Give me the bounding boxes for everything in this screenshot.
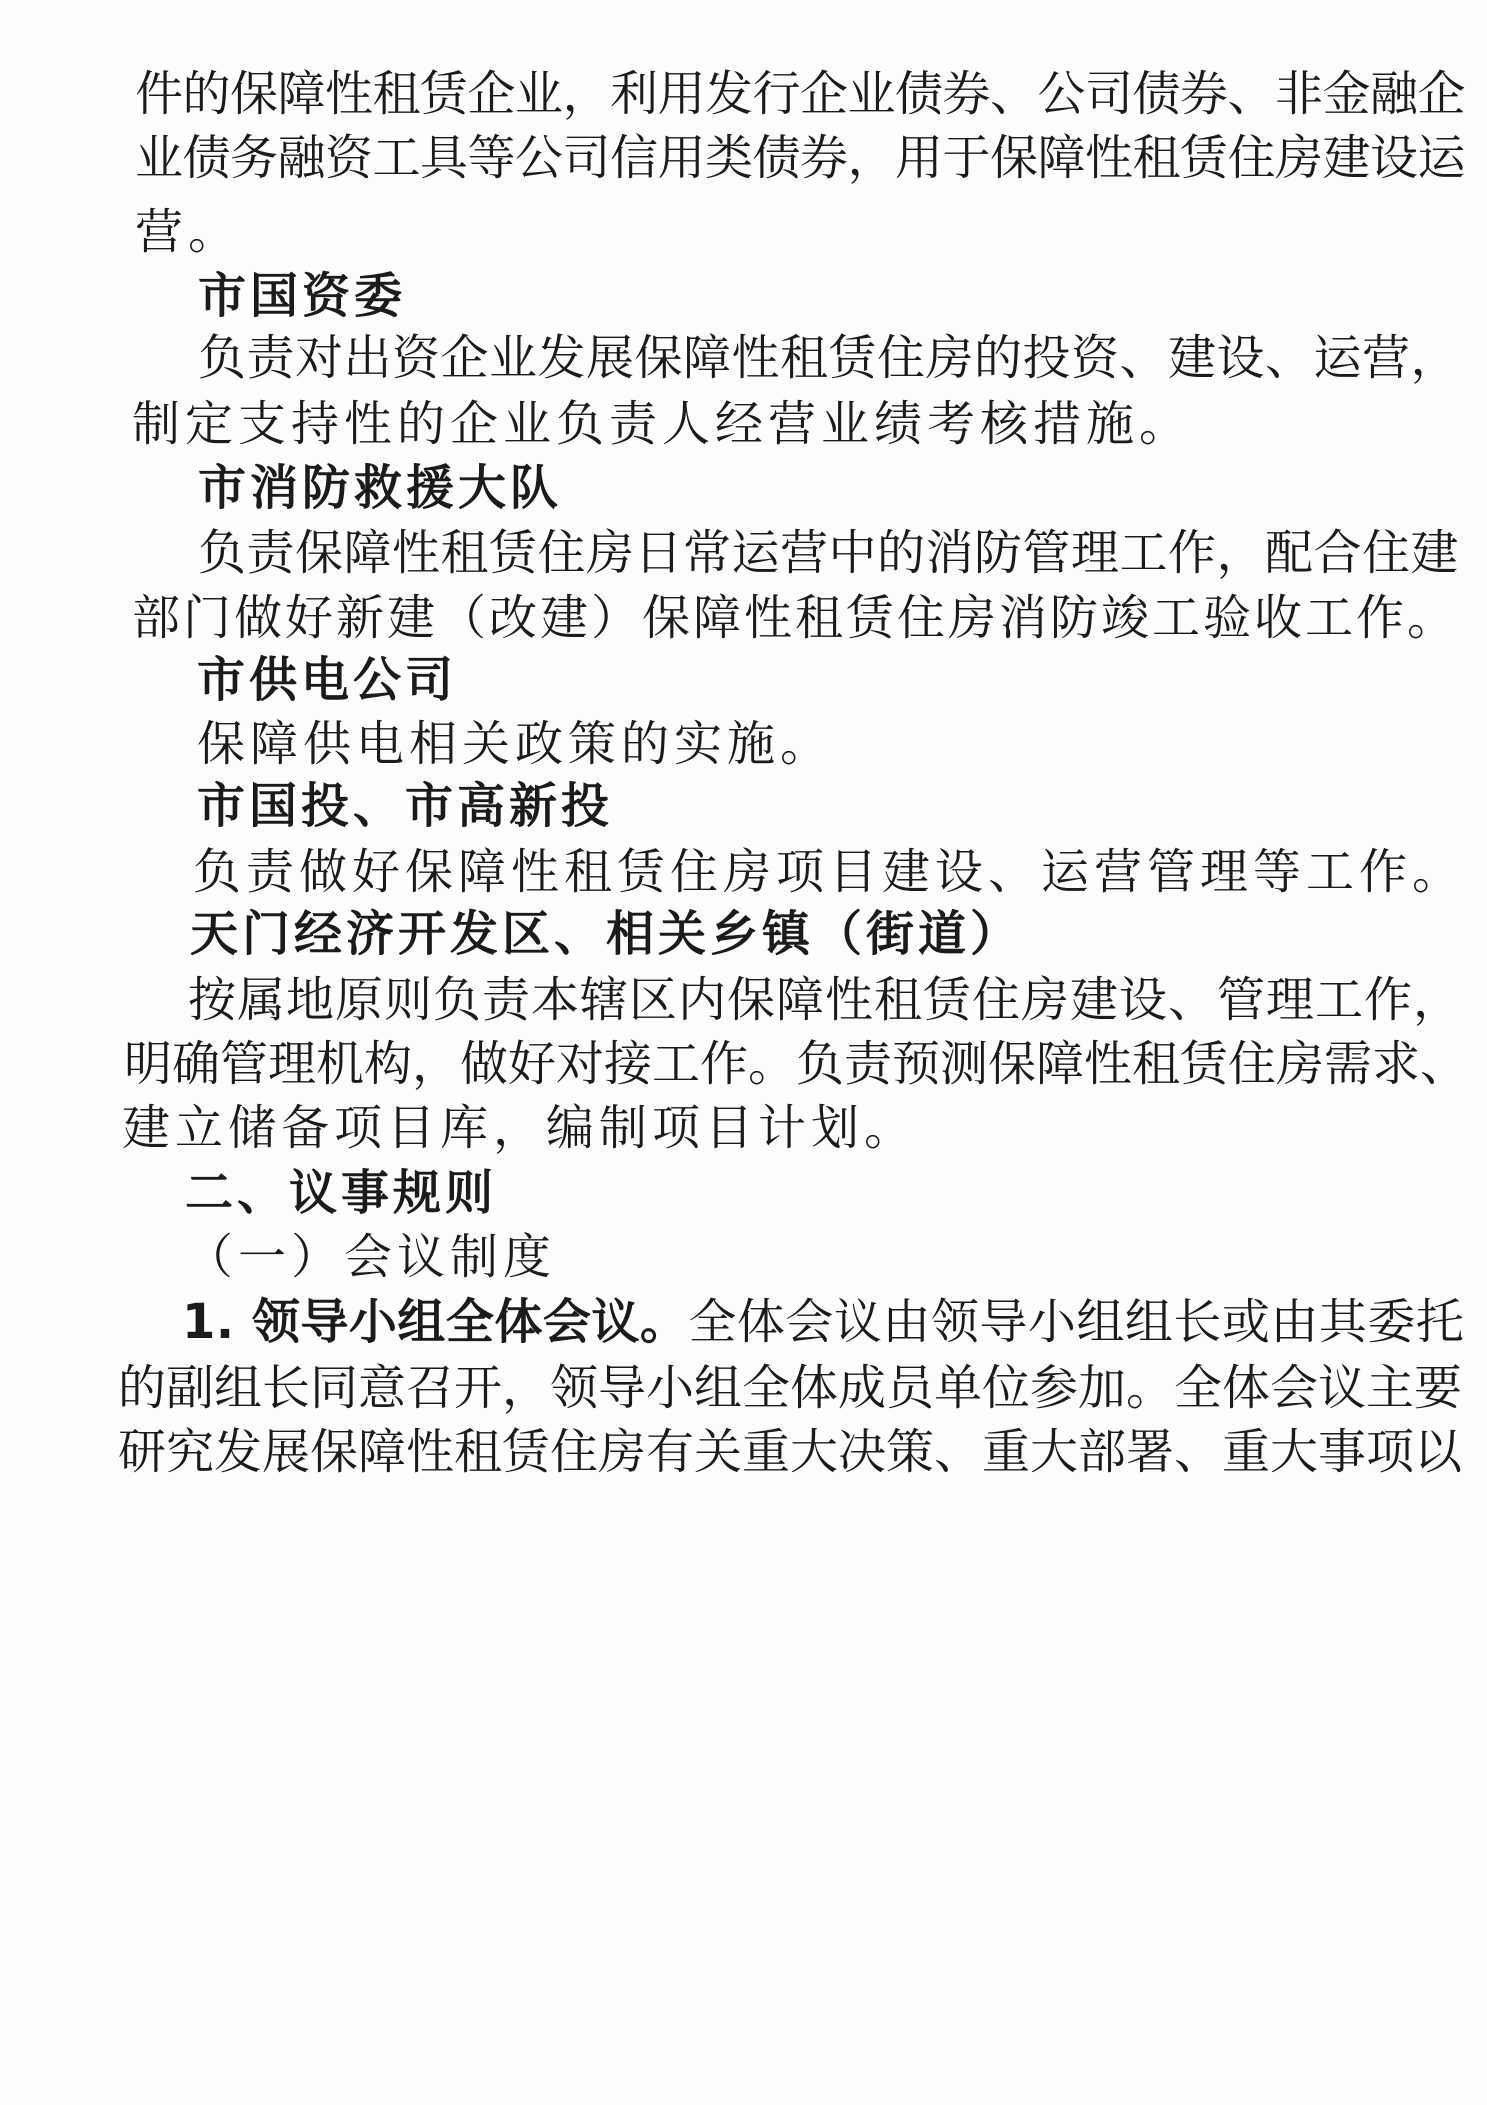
body-line: 件的保障性租赁企业，利用发行企业债券、公司债券、非金融企 xyxy=(135,66,1466,122)
section-heading: 天门经济开发区、相关乡镇（街道） xyxy=(190,906,1023,962)
bold-lead: 1. 领导小组全体会议。 xyxy=(182,1294,689,1350)
section-heading: 市国投、市高新投 xyxy=(197,778,614,834)
body-line: 营。 xyxy=(135,204,242,260)
body-line: 部门做好新建（改建）保障性租赁住房消防竣工验收工作。 xyxy=(132,590,1459,646)
body-line xyxy=(182,1292,1464,1352)
body-line: 明确管理机构，做好对接工作。负责预测保障性租赁住房需求、 xyxy=(124,1036,1469,1092)
body-line: 制定支持性的企业负责人经营业绩考核措施。 xyxy=(132,396,1193,452)
body-line: 保障供电相关政策的实施。 xyxy=(197,716,834,772)
body-line: 负责保障性租赁住房日常运营中的消防管理工作，配合住建 xyxy=(198,525,1460,581)
body-line: 按属地原则负责本辖区内保障性租赁住房建设、管理工作， xyxy=(188,972,1463,1028)
body-line: 负责对出资企业发展保障性租赁住房的投资、建设、运营， xyxy=(198,330,1460,386)
body-line: 负责做好保障性租赁住房项目建设、运营管理等工作。 xyxy=(193,844,1466,900)
body-line: 研究发展保障性租赁住房有关重大决策、重大部署、重大事项以 xyxy=(118,1424,1463,1480)
section-heading: 市国资委 xyxy=(198,268,407,324)
section-heading: 市供电公司 xyxy=(197,652,458,708)
section-heading: 市消防救援大队 xyxy=(198,460,563,516)
body-line: 的副组长同意召开，领导小组全体成员单位参加。全体会议主要 xyxy=(118,1360,1463,1416)
subsection-heading: （一）会议制度 xyxy=(185,1229,557,1285)
body-text: 全体会议由领导小组组长或由其委托 xyxy=(688,1294,1465,1350)
chapter-heading: 二、议事规则 xyxy=(185,1165,498,1221)
body-line: 业债务融资工具等公司信用类债券，用于保障性租赁住房建设运 xyxy=(135,130,1466,186)
body-line: 建立储备项目库，编制项目计划。 xyxy=(122,1100,918,1156)
